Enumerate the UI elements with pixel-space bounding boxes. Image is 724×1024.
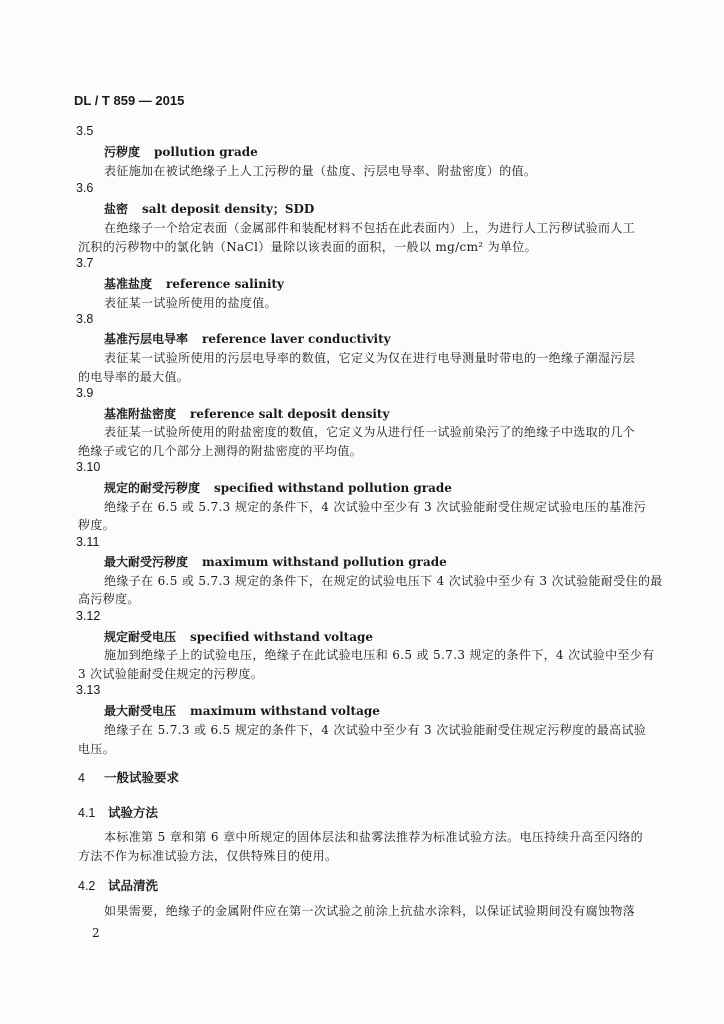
- section-title: 一般试验要求: [104, 770, 180, 785]
- term-english: salt deposit density；SDD: [142, 202, 315, 216]
- subsection-number: 4.1: [78, 806, 96, 820]
- definition-line: 表征施加在被试绝缘子上人工污秽的量（盐度、污层电导率、附盐密度）的值。: [104, 164, 537, 178]
- clause-number: 3.12: [76, 609, 101, 623]
- clause-number: 3.6: [76, 181, 94, 195]
- section-number: 4: [78, 771, 85, 785]
- definition-line: 表征某一试验所使用的盐度值。: [104, 296, 277, 310]
- term-english: maximum withstand pollution grade: [202, 555, 447, 569]
- subsection-heading: [78, 803, 158, 821]
- term-chinese: 最大耐受污秽度: [104, 555, 189, 569]
- term-english: specified withstand voltage: [190, 630, 373, 644]
- clause-number: 3.8: [76, 312, 94, 326]
- paragraph-line: 方法不作为标准试验方法，仅供特殊目的使用。: [78, 849, 338, 863]
- term-chinese: 规定的耐受污秽度: [104, 481, 201, 495]
- definition-line: 高污秽度。: [78, 592, 140, 606]
- clause-number: 3.7: [76, 256, 94, 270]
- clause-number: 3.13: [76, 683, 101, 697]
- term-chinese: 污秽度: [104, 145, 141, 159]
- term-heading: [104, 143, 258, 160]
- definition-line: 电压。: [78, 742, 116, 756]
- term-chinese: 基准盐度: [104, 277, 153, 291]
- paragraph-line: 本标准第 5 章和第 6 章中所规定的固体层法和盐雾法推荐为标准试验方法。电压持续升高至闪络的: [104, 830, 643, 844]
- term-chinese: 规定耐受电压: [104, 630, 177, 644]
- definition-line: 在绝缘子一个给定表面（金属部件和装配材料不包括在此表面内）上，为进行人工污秽试验而人工: [104, 221, 636, 235]
- page-number: 2: [92, 926, 100, 940]
- clause-number: 3.11: [76, 535, 100, 549]
- term-english: reference salinity: [166, 277, 285, 291]
- definition-line: 表征某一试验所使用的附盐密度的数值，它定义为从进行任一试验前染污了的绝缘子中选取的几个: [104, 425, 636, 439]
- clause-number: 3.5: [76, 124, 94, 138]
- term-english: maximum withstand voltage: [190, 704, 380, 718]
- definition-line: 施加到绝缘子上的试验电压，绝缘子在此试验电压和 6.5 或 5.7.3 规定的条件下，4 次试验中至少有: [104, 648, 655, 662]
- subsection-title: 试验方法: [108, 805, 159, 820]
- paragraph-line: 如果需要，绝缘子的金属附件应在第一次试验之前涂上抗盐水涂料，以保证试验期间没有腐蚀物落: [104, 904, 636, 918]
- clause-number: 3.9: [76, 386, 94, 400]
- definition-line: 3 次试验能耐受住规定的污秽度。: [78, 667, 264, 681]
- term-heading: [104, 330, 391, 347]
- term-chinese: 最大耐受电压: [104, 704, 177, 718]
- document-header: DL / T 859 — 2015: [74, 93, 185, 108]
- term-heading: [104, 405, 389, 422]
- term-heading: [104, 628, 373, 645]
- definition-line: 绝缘子在 6.5 或 5.7.3 规定的条件下，在规定的试验电压下 4 次试验中至少有 3 次试验能耐受住的最: [104, 574, 663, 588]
- term-english: pollution grade: [154, 145, 258, 159]
- subsection-title: 试品清洗: [108, 878, 159, 893]
- term-chinese: 基准污层电导率: [104, 332, 189, 346]
- term-heading: [104, 553, 447, 570]
- definition-line: 秽度。: [78, 518, 116, 532]
- term-heading: [104, 702, 380, 719]
- term-heading: [104, 275, 284, 292]
- term-heading: [104, 479, 452, 496]
- subsection-number: 4.2: [78, 879, 96, 893]
- term-english: specified withstand pollution grade: [214, 481, 452, 495]
- subsection-heading: [78, 876, 158, 894]
- term-english: reference laver conductivity: [202, 332, 391, 346]
- term-english: reference salt deposit density: [190, 407, 390, 421]
- section-heading: [78, 768, 179, 786]
- definition-line: 绝缘子在 6.5 或 5.7.3 规定的条件下，4 次试验中至少有 3 次试验能耐受住规定试验电压的基准污: [104, 500, 647, 514]
- term-chinese: 盐密: [104, 202, 129, 216]
- definition-line: 绝缘子在 5.7.3 或 6.5 规定的条件下，4 次试验中至少有 3 次试验能耐受住规定污秽度的最高试验: [104, 723, 647, 737]
- term-heading: [104, 200, 314, 217]
- definition-line: 表征某一试验所使用的污层电导率的数值，它定义为仅在进行电导测量时带电的一绝缘子潮湿污层: [104, 351, 636, 365]
- definition-line: 沉积的污秽物中的氯化钠（NaCl）量除以该表面的面积，一般以 mg/cm² 为单位。: [78, 240, 538, 254]
- definition-line: 的电导率的最大值。: [78, 370, 190, 384]
- term-chinese: 基准附盐密度: [104, 407, 177, 421]
- clause-number: 3.10: [76, 460, 101, 474]
- definition-line: 绝缘子或它的几个部分上测得的附盐密度的平均值。: [78, 444, 363, 458]
